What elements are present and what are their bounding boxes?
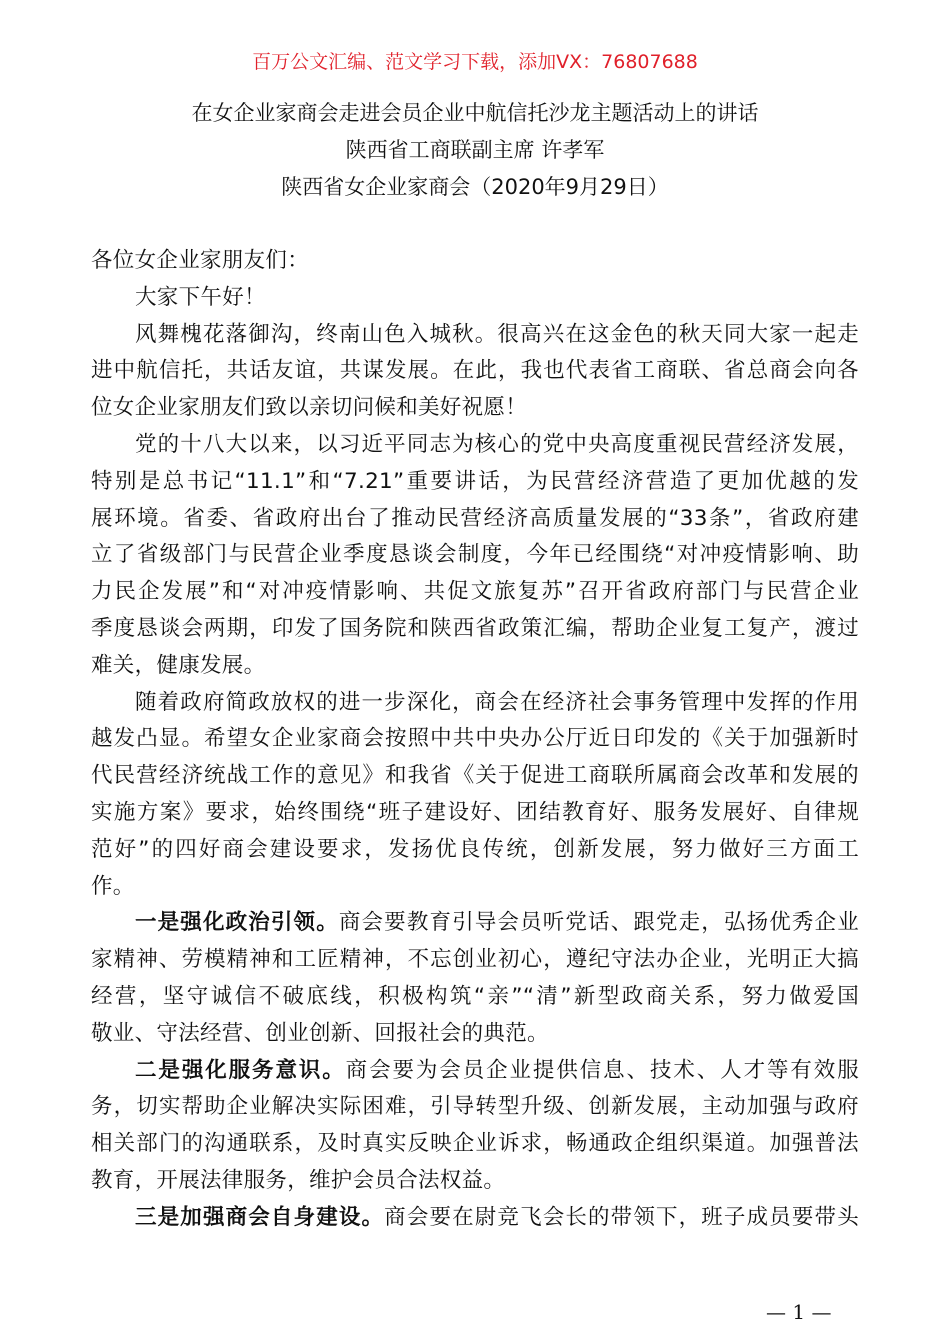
speaker-line: 陕西省工商联副主席 许孝军 bbox=[345, 138, 605, 162]
line-text: 立了省级部门与民营企业季度恳谈会制度，今年已经围绕“对冲疫情影响、助 bbox=[91, 542, 859, 568]
line-text: 大家下午好！ bbox=[135, 284, 266, 310]
text-line bbox=[91, 758, 859, 795]
bold-lead-in: 二是强化服务意识。 bbox=[135, 1057, 346, 1083]
line-text: 教育，开展法律服务，维护会员合法权益。 bbox=[91, 1167, 506, 1193]
text-line bbox=[91, 1053, 859, 1090]
text-line bbox=[91, 1200, 859, 1237]
text-line bbox=[91, 685, 859, 722]
line-text: 季度恳谈会两期，印发了国务院和陕西省政策汇编，帮助企业复工复产，渡过 bbox=[91, 615, 859, 641]
line-text: 范好”的四好商会建设要求，发扬优良传统，创新发展，努力做好三方面工 bbox=[91, 836, 859, 862]
line-text: 各位女企业家朋友们： bbox=[91, 248, 310, 273]
text-line bbox=[91, 869, 859, 906]
text-line bbox=[91, 317, 859, 354]
text-line bbox=[91, 1163, 859, 1200]
watermark-banner: 百万公文汇编、范文学习下载，添加VX：76807688 bbox=[252, 51, 698, 73]
line-text: 商会要教育引导会员听党话、跟党走，弘扬优秀企业 bbox=[338, 910, 860, 936]
line-text: 作。 bbox=[91, 873, 135, 899]
line-text: 商会要为会员企业提供信息、技术、人才等有效服 bbox=[345, 1057, 860, 1083]
line-text: 家精神、劳模精神和工匠精神，不忘创业初心，遵纪守法办企业，光明正大搞 bbox=[91, 947, 859, 973]
line-text: 务，切实帮助企业解决实际困难，引导转型升级、创新发展，主动加强与政府 bbox=[91, 1094, 859, 1120]
bold-lead-in: 一是强化政治引领。 bbox=[135, 910, 339, 936]
line-text: 相关部门的沟通联系，及时真实反映企业诉求，畅通政企组织渠道。加强普法 bbox=[91, 1131, 859, 1157]
text-line bbox=[91, 243, 859, 280]
line-text: 特别是总书记“11.1”和“7.21”重要讲话，为民营经济营造了更加优越的发 bbox=[91, 468, 859, 494]
line-text: 展环境。省委、省政府出台了推动民营经济高质量发展的“33条”，省政府建 bbox=[91, 505, 859, 531]
document-title: 在女企业家商会走进会员企业中航信托沙龙主题活动上的讲话 bbox=[191, 101, 759, 125]
line-text: 代民营经济统战工作的意见》和我省《关于促进工商联所属商会改革和发展的 bbox=[91, 763, 859, 789]
text-line bbox=[91, 1126, 859, 1163]
text-line bbox=[91, 574, 859, 611]
text-line bbox=[91, 1016, 859, 1053]
bold-lead-in: 三是加强商会自身建设。 bbox=[135, 1204, 385, 1230]
line-text: 实施方案》要求，始终围绕“班子建设好、团结教育好、服务发展好、自律规 bbox=[91, 799, 859, 825]
text-line bbox=[91, 501, 859, 538]
line-text: 位女企业家朋友们致以亲切问候和美好祝愿！ bbox=[91, 395, 528, 421]
text-line bbox=[91, 979, 859, 1016]
line-text: 随着政府简政放权的进一步深化，商会在经济社会事务管理中发挥的作用 bbox=[135, 689, 859, 715]
line-text: 经营，坚守诚信不破底线，积极构筑“亲”“清”新型政商关系，努力做爱国 bbox=[91, 983, 859, 1009]
line-text: 党的十八大以来，以习近平同志为核心的党中央高度重视民营经济发展， bbox=[135, 431, 859, 457]
text-line bbox=[91, 832, 859, 869]
venue-date-line: 陕西省女企业家商会（2020年9月29日） bbox=[281, 175, 669, 199]
text-line bbox=[91, 390, 859, 427]
text-line bbox=[91, 537, 859, 574]
text-line bbox=[91, 611, 859, 648]
text-line bbox=[91, 942, 859, 979]
text-line bbox=[91, 648, 859, 685]
line-text: 越发凸显。希望女企业家商会按照中共中央办公厅近日印发的《关于加强新时 bbox=[91, 726, 859, 752]
line-text: 难关，健康发展。 bbox=[91, 652, 266, 678]
text-line bbox=[91, 721, 859, 758]
line-text: 力民企发展”和“对冲疫情影响、共促文旅复苏”召开省政府部门与民营企业 bbox=[91, 579, 859, 605]
text-line bbox=[91, 280, 859, 317]
line-text: 敬业、守法经营、创业创新、回报社会的典范。 bbox=[91, 1020, 549, 1046]
document-body bbox=[91, 243, 859, 1237]
text-line bbox=[91, 905, 859, 942]
text-line bbox=[91, 795, 859, 832]
text-line bbox=[91, 427, 859, 464]
page-number: — 1 — bbox=[766, 1300, 832, 1324]
line-text: 进中航信托，共话友谊，共谋发展。在此，我也代表省工商联、省总商会向各 bbox=[91, 358, 859, 384]
line-text: 商会要在尉竞飞会长的带领下，班子成员要带头 bbox=[384, 1204, 859, 1230]
text-line bbox=[91, 464, 859, 501]
line-text: 风舞槐花落御沟，终南山色入城秋。很高兴在这金色的秋天同大家一起走 bbox=[135, 321, 859, 347]
text-line bbox=[91, 1089, 859, 1126]
text-line bbox=[91, 353, 859, 390]
